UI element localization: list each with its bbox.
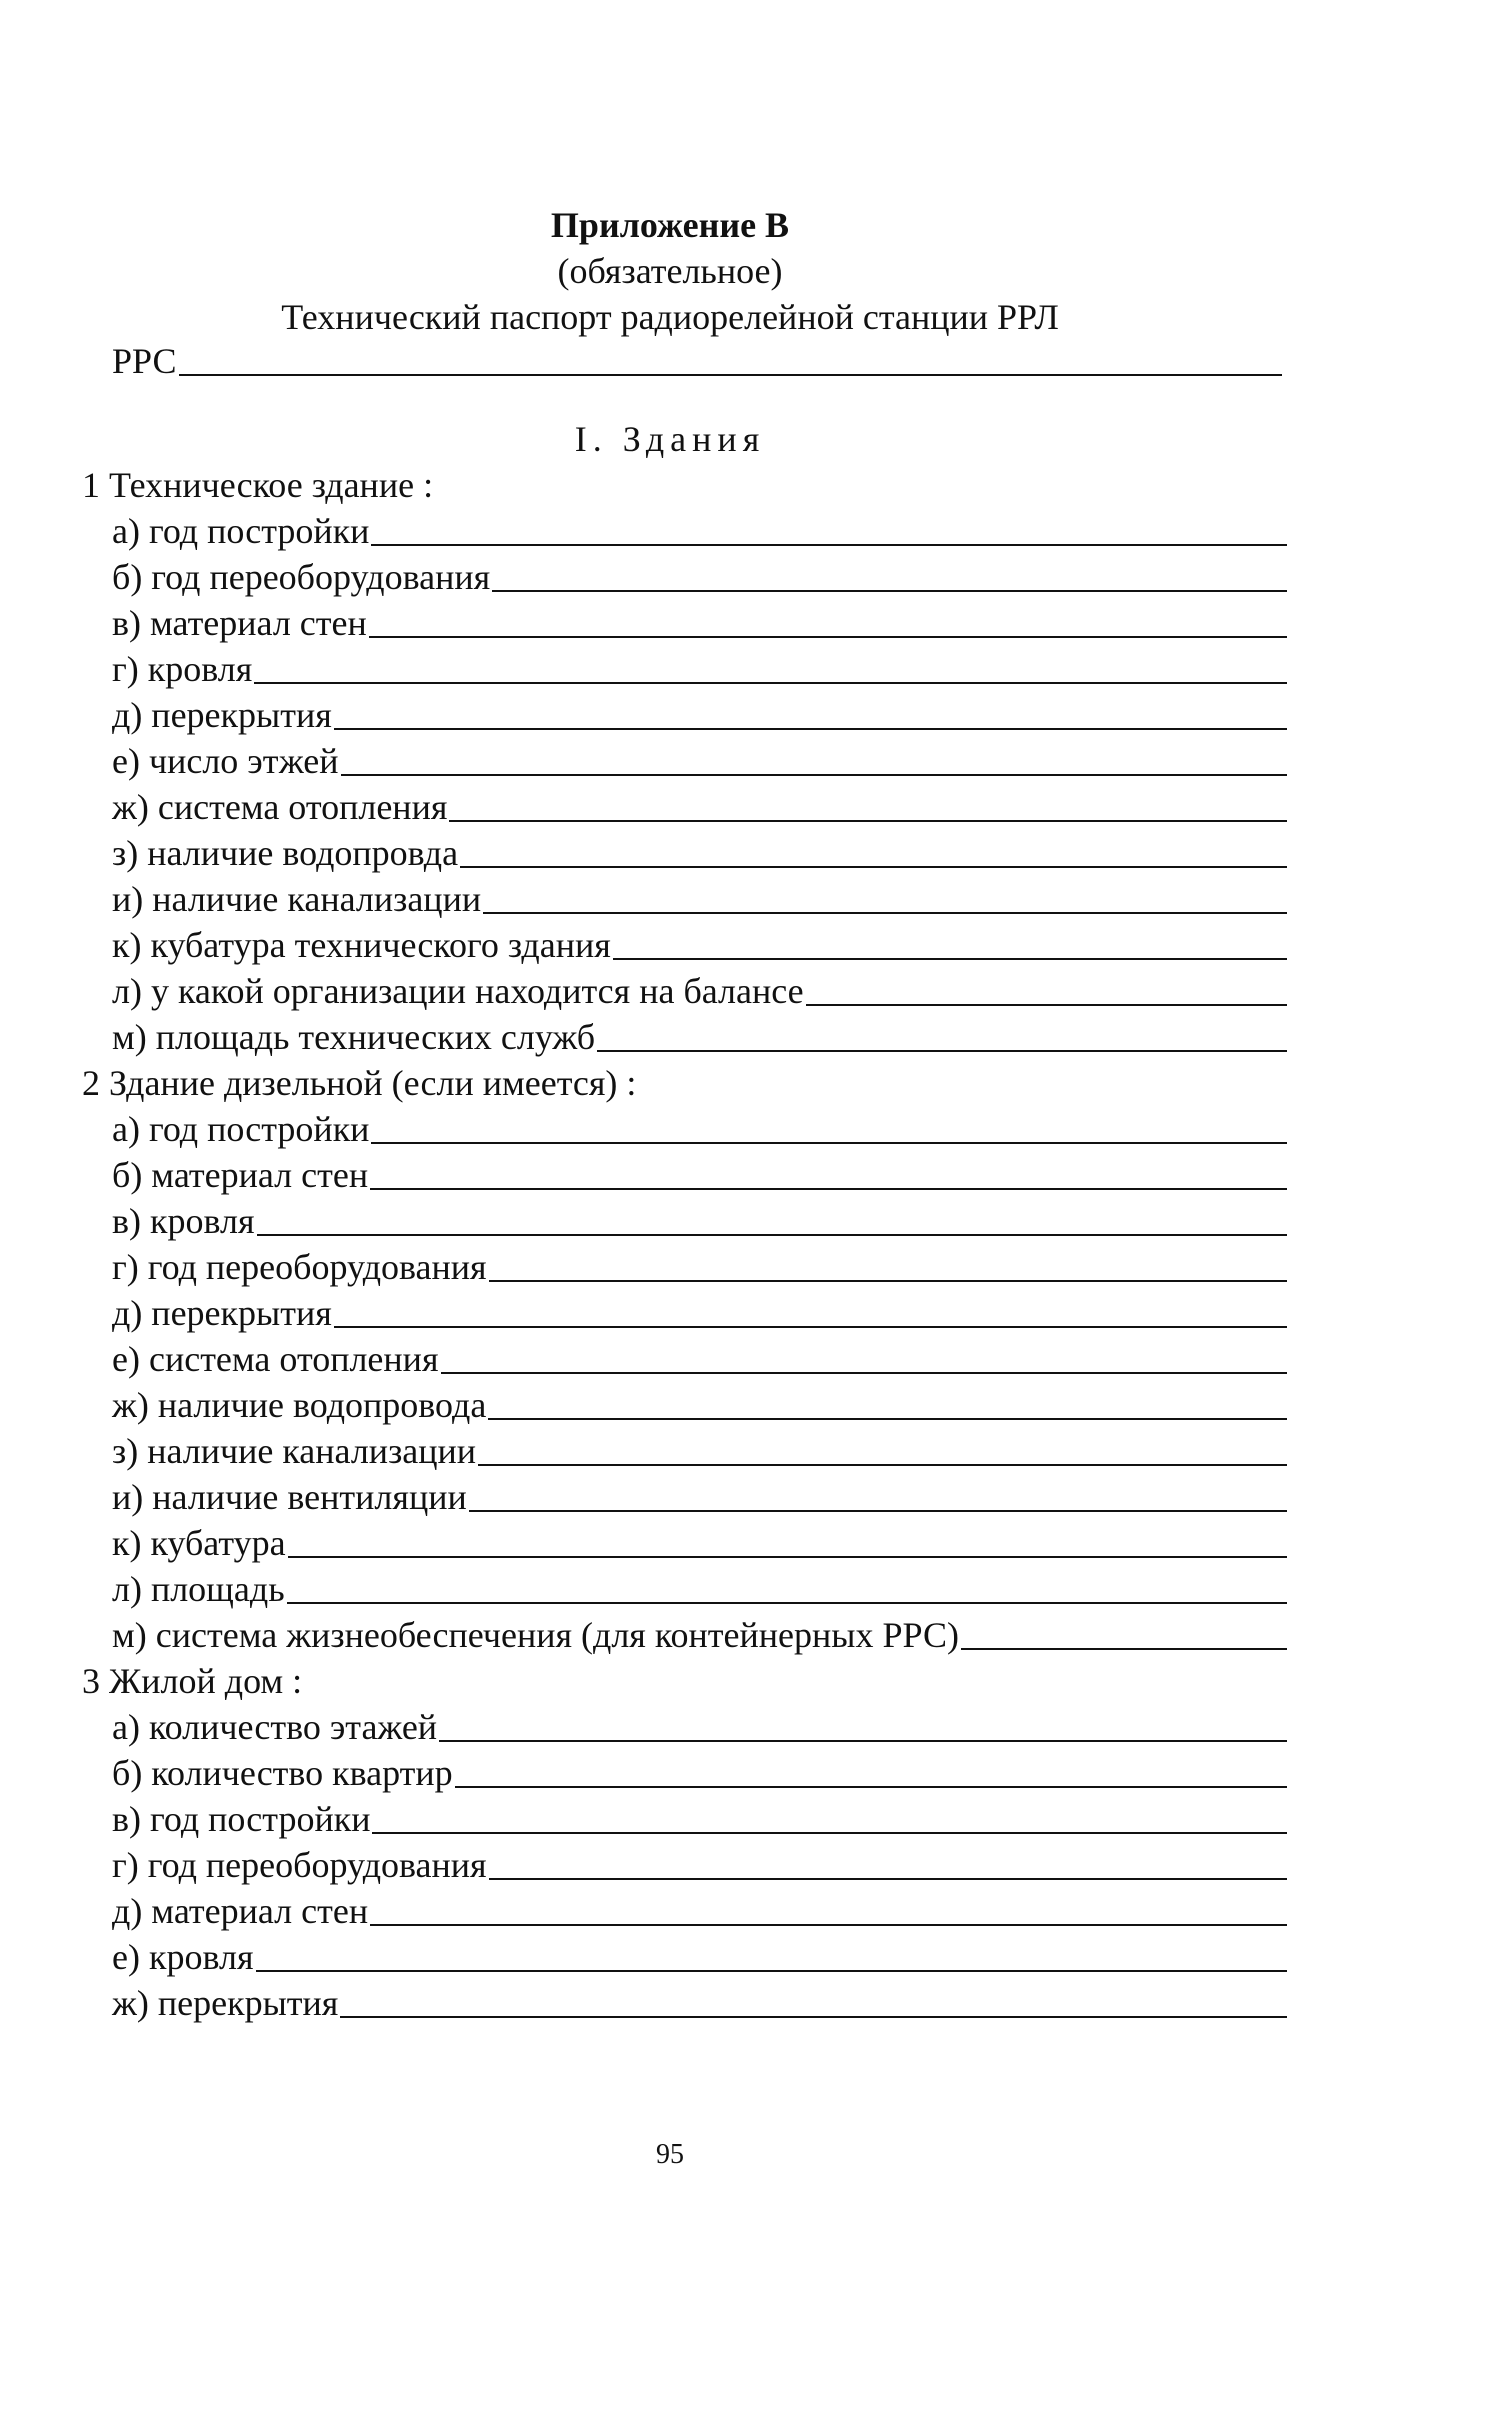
field-fill-line xyxy=(492,590,1287,592)
form-field xyxy=(112,646,1287,692)
group-title-diesel-building: 2 Здание дизельной (если имеется) : xyxy=(82,1063,637,1103)
section-title: I. Здания xyxy=(574,419,766,459)
form-field xyxy=(112,1106,1287,1152)
form-field xyxy=(112,784,1287,830)
form-field xyxy=(112,1336,1287,1382)
form-field xyxy=(112,1704,1287,1750)
rrs-label: РРС xyxy=(112,341,177,381)
form-field xyxy=(112,508,1287,554)
field-fill-line xyxy=(449,820,1287,822)
field-fill-line xyxy=(489,1878,1287,1880)
field-label: м) система жизнеобеспечения (для контейнерных РРС) xyxy=(112,1615,959,1655)
form-field xyxy=(112,1382,1287,1428)
field-label: д) перекрытия xyxy=(112,1293,332,1333)
form-field xyxy=(112,1198,1287,1244)
field-label: е) число этжей xyxy=(112,741,339,781)
field-label: б) год переоборудования xyxy=(112,557,491,597)
form-field xyxy=(112,1934,1287,1980)
field-fill-line xyxy=(439,1740,1287,1742)
field-fill-line xyxy=(478,1464,1287,1466)
field-fill-line xyxy=(806,1004,1287,1006)
form-field xyxy=(112,830,1287,876)
field-fill-line xyxy=(961,1648,1287,1650)
form-field xyxy=(112,554,1287,600)
document-name: Технический паспорт радиорелейной станции РРЛ xyxy=(281,297,1059,337)
appendix-title: Приложение В xyxy=(550,205,790,245)
field-fill-line xyxy=(597,1050,1287,1052)
field-label: к) кубатура xyxy=(112,1523,286,1563)
field-label: в) кровля xyxy=(112,1201,255,1241)
field-label: в) материал стен xyxy=(112,603,367,643)
field-label: е) кровля xyxy=(112,1937,254,1977)
form-field xyxy=(112,1796,1287,1842)
field-fill-line xyxy=(254,682,1287,684)
field-label: г) кровля xyxy=(112,649,253,689)
field-fill-line xyxy=(288,1556,1287,1558)
field-fill-line xyxy=(371,1142,1287,1144)
appendix-subtitle: (обязательное) xyxy=(557,251,783,291)
field-label: д) материал стен xyxy=(112,1891,369,1931)
field-label: ж) перекрытия xyxy=(112,1983,339,2023)
field-label: д) перекрытия xyxy=(112,695,332,735)
field-fill-line xyxy=(372,1832,1287,1834)
form-field xyxy=(112,1888,1287,1934)
form-field xyxy=(112,600,1287,646)
field-fill-line xyxy=(483,912,1287,914)
form-field xyxy=(112,1980,1287,2026)
form-field xyxy=(112,876,1287,922)
field-fill-line xyxy=(370,1924,1287,1926)
field-fill-line xyxy=(334,1326,1287,1328)
field-fill-line xyxy=(441,1372,1288,1374)
field-label: а) год постройки xyxy=(112,1109,370,1149)
field-label: б) количество квартир xyxy=(112,1753,453,1793)
field-fill-line xyxy=(460,866,1287,868)
form-field xyxy=(112,968,1287,1014)
field-label: а) количество этажей xyxy=(112,1707,438,1747)
form-field xyxy=(112,1152,1287,1198)
form-field xyxy=(112,1566,1287,1612)
form-field xyxy=(112,1520,1287,1566)
field-fill-line xyxy=(256,1970,1287,1972)
form-field xyxy=(112,692,1287,738)
field-fill-line xyxy=(370,1188,1287,1190)
field-fill-line xyxy=(341,774,1287,776)
field-label: м) площадь технических служб xyxy=(112,1017,596,1057)
field-label: з) наличие канализации xyxy=(112,1431,477,1471)
field-fill-line xyxy=(455,1786,1287,1788)
field-label: и) наличие канализации xyxy=(112,879,482,919)
field-fill-line xyxy=(613,958,1287,960)
form-field xyxy=(112,922,1287,968)
form-field xyxy=(112,1750,1287,1796)
field-label: л) площадь xyxy=(112,1569,285,1609)
page-number: 95 xyxy=(656,2139,684,2170)
field-fill-line xyxy=(469,1510,1287,1512)
form-field xyxy=(112,1842,1287,1888)
field-label: в) год постройки xyxy=(112,1799,371,1839)
field-fill-line xyxy=(488,1418,1287,1420)
group-title-residential-house: 3 Жилой дом : xyxy=(82,1661,303,1701)
form-field xyxy=(112,1474,1287,1520)
field-label: ж) система отопления xyxy=(112,787,448,827)
rrs-fill-line xyxy=(179,374,1283,376)
rrs-field xyxy=(112,338,1282,384)
field-fill-line xyxy=(489,1280,1287,1282)
form-field xyxy=(112,1428,1287,1474)
field-label: л) у какой организации находится на балансе xyxy=(112,971,804,1011)
field-fill-line xyxy=(340,2016,1287,2018)
field-label: и) наличие вентиляции xyxy=(112,1477,467,1517)
field-label: г) год переоборудования xyxy=(112,1845,487,1885)
form-field xyxy=(112,1612,1287,1658)
field-label: б) материал стен xyxy=(112,1155,369,1195)
field-label: ж) наличие водопровода xyxy=(112,1385,487,1425)
form-field xyxy=(112,1244,1287,1290)
field-fill-line xyxy=(334,728,1287,730)
field-fill-line xyxy=(257,1234,1287,1236)
form-field xyxy=(112,1290,1287,1336)
form-field xyxy=(112,1014,1287,1060)
group-title-technical-building: 1 Техническое здание : xyxy=(82,465,434,505)
field-label: з) наличие водопровда xyxy=(112,833,459,873)
field-label: к) кубатура технического здания xyxy=(112,925,611,965)
field-fill-line xyxy=(369,636,1287,638)
field-label: а) год постройки xyxy=(112,511,370,551)
field-fill-line xyxy=(371,544,1287,546)
form-field xyxy=(112,738,1287,784)
field-label: е) система отопления xyxy=(112,1339,439,1379)
field-label: г) год переоборудования xyxy=(112,1247,487,1287)
field-fill-line xyxy=(287,1602,1287,1604)
